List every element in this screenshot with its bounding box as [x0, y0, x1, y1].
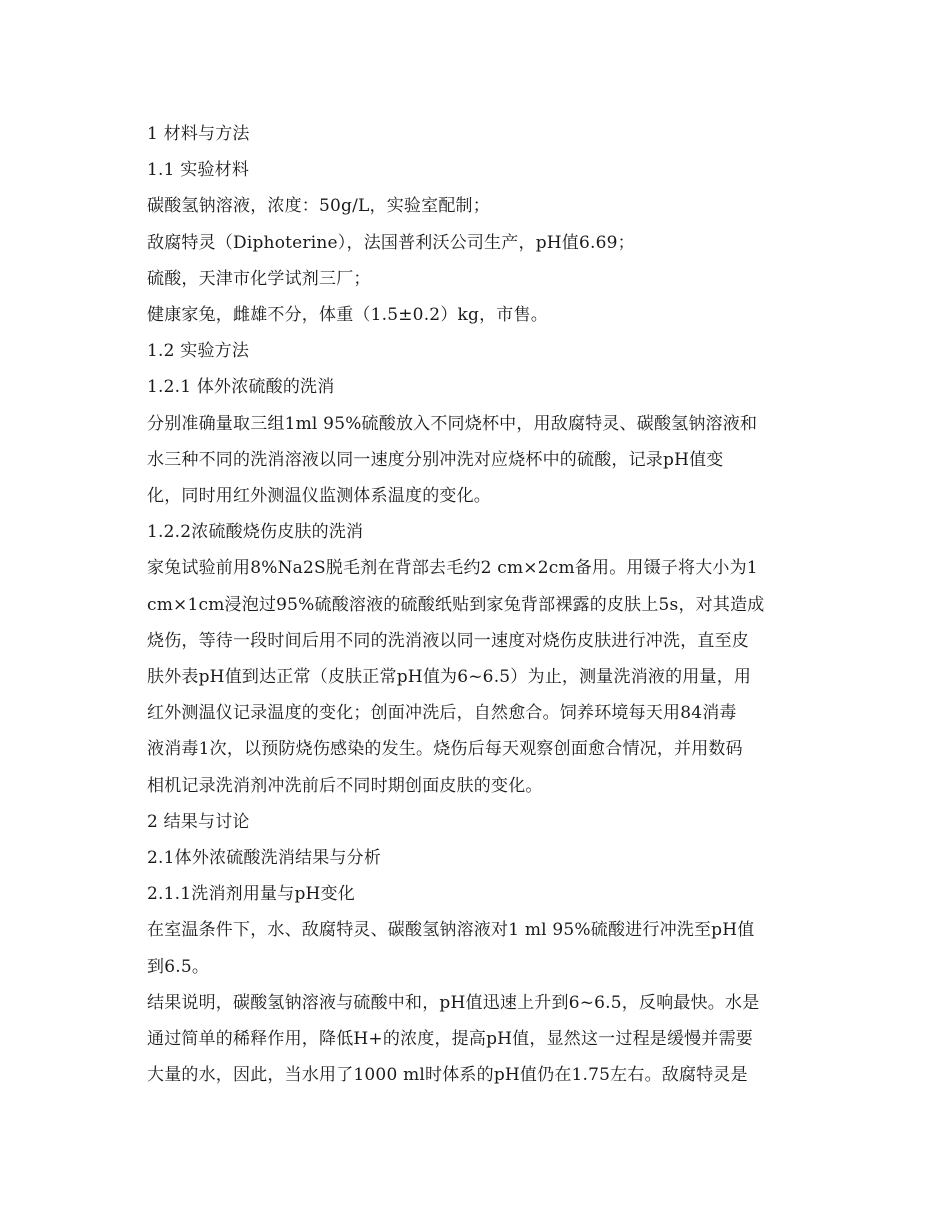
subsection-heading-2-1: 2.1体外浓硫酸洗消结果与分析 — [147, 848, 382, 869]
material-line: 健康家兔，雌雄不分，体重（1.5±0.2）kg，市售。 — [147, 305, 548, 326]
material-line: 敌腐特灵（Diphoterine），法国普利沃公司生产，pH值6.69； — [147, 232, 635, 253]
paragraph-line: 家兔试验前用8%Na2S脱毛剂在背部去毛约2 cm×2cm备用。用镊子将大小为1 — [147, 558, 758, 579]
material-line: 碳酸氢钠溶液，浓度：50g/L，实验室配制； — [147, 196, 490, 217]
section-heading-1: 1 材料与方法 — [147, 124, 250, 144]
paragraph-line: 烧伤，等待一段时间后用不同的洗消液以同一速度对烧伤皮肤进行冲洗，直至皮 — [147, 630, 749, 651]
paragraph-line: 分别准确量取三组1ml 95%硫酸放入不同烧杯中，用敌腐特灵、碳酸氢钠溶液和 — [147, 413, 758, 434]
subsection-heading-1-2-2: 1.2.2浓硫酸烧伤皮肤的洗消 — [147, 522, 364, 543]
section-heading-2: 2 结果与讨论 — [147, 811, 250, 832]
paragraph-line: 通过简单的稀释作用，降低H+的浓度，提高pH值，显然这一过程是缓慢并需要 — [147, 1029, 753, 1050]
paragraph-line: 到6.5。 — [147, 956, 210, 977]
subsection-heading-1-2-1: 1.2.1 体外浓硫酸的洗消 — [147, 377, 335, 398]
subsection-heading-2-1-1: 2.1.1洗消剂用量与pH变化 — [147, 884, 355, 905]
paragraph-line: 红外测温仪记录温度的变化；创面冲洗后，自然愈合。饲养环境每天用84消毒 — [147, 703, 737, 724]
paragraph-line: 液消毒1次，以预防烧伤感染的发生。烧伤后每天观察创面愈合情况，并用数码 — [147, 739, 743, 760]
subsection-heading-1-2: 1.2 实验方法 — [147, 341, 250, 362]
paragraph-line: 在室温条件下，水、敌腐特灵、碳酸氢钠溶液对1 ml 95%硫酸进行冲洗至pH值 — [147, 920, 755, 941]
document-body — [147, 116, 807, 1093]
paragraph-line: 化，同时用红外测温仪监测体系温度的变化。 — [147, 486, 491, 507]
subsection-heading-1-1: 1.1 实验材料 — [147, 160, 250, 181]
paragraph-line: 结果说明，碳酸氢钠溶液与硫酸中和，pH值迅速上升到6~6.5，反响最快。水是 — [147, 992, 760, 1013]
paragraph-line: 大量的水，因此，当水用了1000 ml时体系的pH值仍在1.75左右。敌腐特灵是 — [147, 1065, 748, 1086]
material-line: 硫酸，天津市化学试剂三厂； — [147, 268, 371, 289]
paragraph-line: 水三种不同的洗消溶液以同一速度分别冲洗对应烧杯中的硫酸，记录pH值变 — [147, 449, 724, 470]
paragraph-line: cm×1cm浸泡过95%硫酸溶液的硫酸纸贴到家兔背部裸露的皮肤上5s，对其造成 — [147, 594, 765, 615]
paragraph-line: 肤外表pH值到达正常（皮肤正常pH值为6~6.5）为止，测量洗消液的用量，用 — [147, 667, 752, 688]
paragraph-line: 相机记录洗消剂冲洗前后不同时期创面皮肤的变化。 — [147, 775, 543, 796]
